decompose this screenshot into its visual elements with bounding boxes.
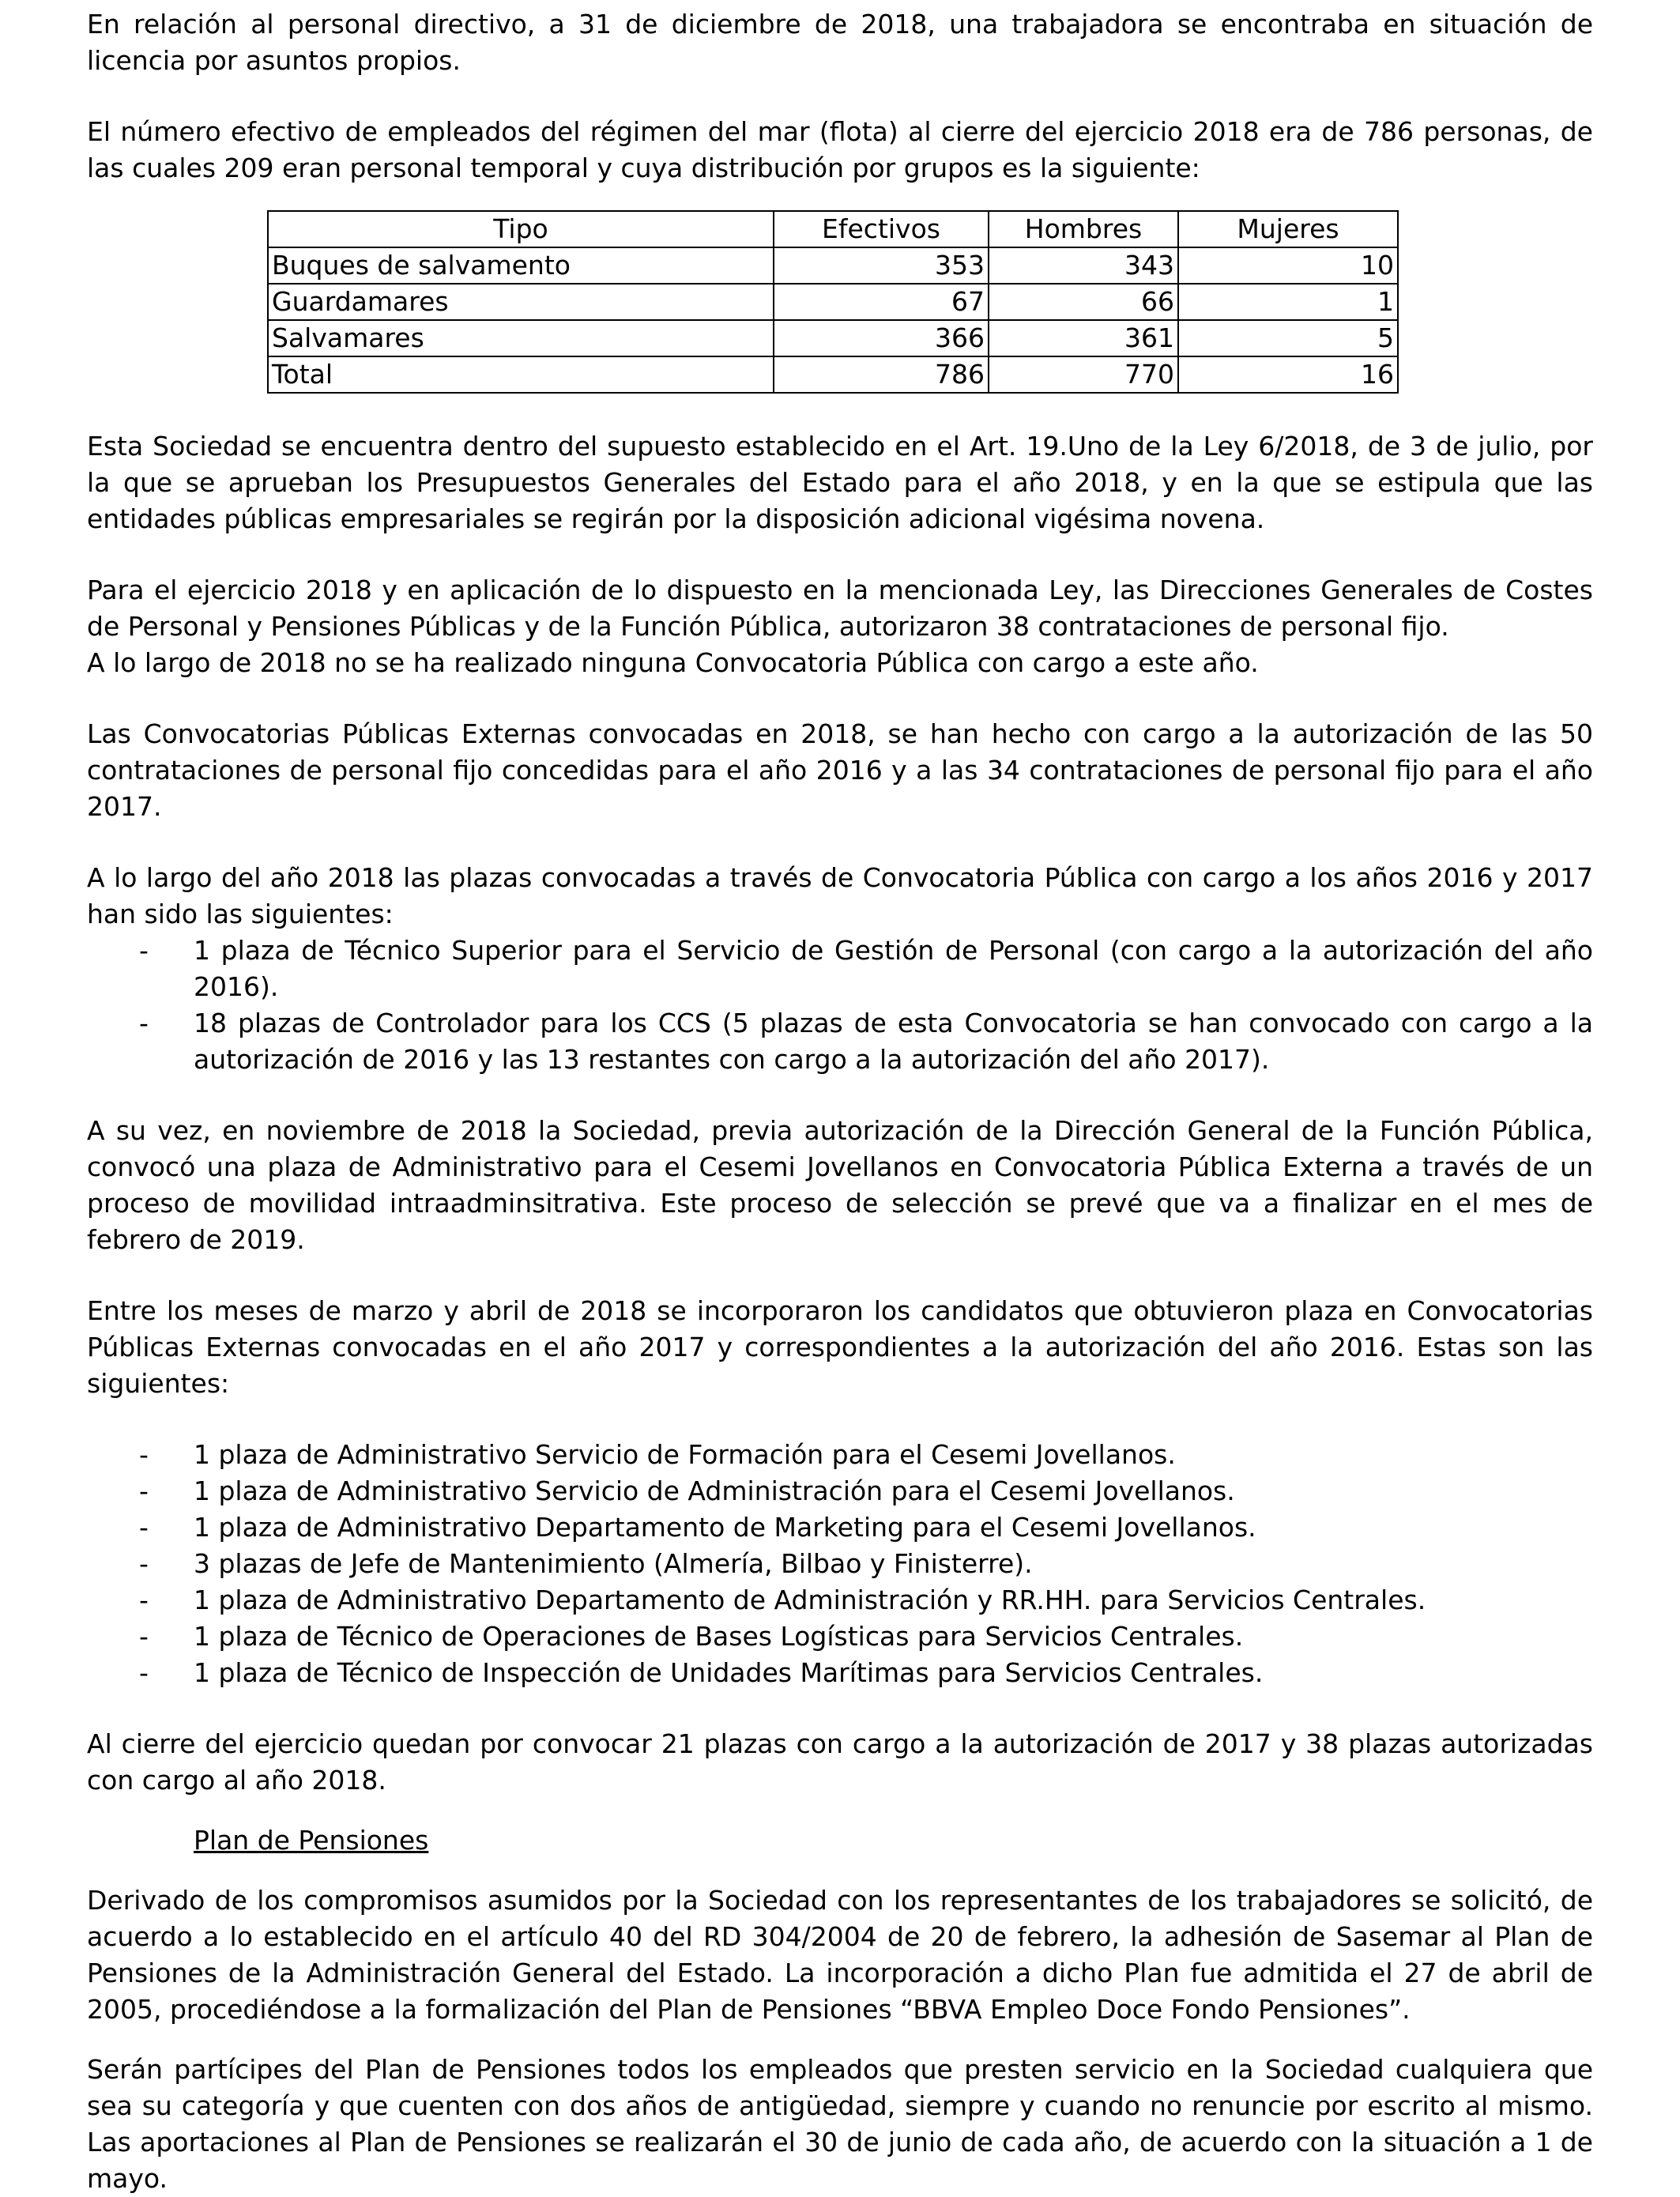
table-cell: 343 — [989, 247, 1178, 284]
table-header-row — [268, 211, 1398, 247]
table-cell: Guardamares — [268, 284, 774, 320]
table-cell: 1 — [1178, 284, 1398, 320]
table-cell: 16 — [1178, 356, 1398, 393]
table-cell: 366 — [774, 320, 989, 356]
dash-bullet: - — [139, 1585, 149, 1615]
dash-bullet: - — [139, 1439, 149, 1470]
list-item-text: 1 plaza de Técnico de Operaciones de Bases Logísticas para Servicios Centrales. — [194, 1621, 1244, 1652]
list-item-text: 3 plazas de Jefe de Mantenimiento (Almería, Bilbao y Finisterre). — [194, 1548, 1033, 1579]
list-item-text: 1 plaza de Administrativo Departamento de Administración y RR.HH. para Servicios Centrales. — [194, 1585, 1426, 1615]
list-item-text: 1 plaza de Administrativo Departamento de Marketing para el Cesemi Jovellanos. — [194, 1512, 1256, 1543]
paragraph-convocatorias-externas: Las Convocatorias Públicas Externas convocadas en 2018, se han hecho con cargo a la autorización de las 50 contrataciones de personal fijo concedidas para el año 2016 y a las 34 contrataciones de personal fijo para el año 2017. — [87, 718, 1593, 822]
dash-bullet: - — [139, 1008, 149, 1038]
dash-bullet: - — [139, 935, 149, 966]
dash-bullet: - — [139, 1548, 149, 1579]
table-cell: 67 — [774, 284, 989, 320]
dash-bullet: - — [139, 1475, 149, 1506]
table-header-cell: Hombres — [989, 211, 1178, 247]
table-row — [268, 284, 1398, 320]
list-item — [87, 1546, 1593, 1582]
list-item — [87, 933, 1593, 1005]
list-item-text: 1 plaza de Técnico Superior para el Servicio de Gestión de Personal (con cargo a la autorización del año 2016). — [194, 935, 1593, 1002]
table-cell: Salvamares — [268, 320, 774, 356]
table-row-total — [268, 356, 1398, 393]
paragraph-movilidad: A su vez, en noviembre de 2018 la Sociedad, previa autorización de la Dirección General de la Función Pública, convocó una plaza de Administrativo para el Cesemi Jovellanos en Convocatoria Pública Externa a través de un proceso de movilidad intraadminsitrativa. Este proceso de selección se prevé que va a finalizar en el mes de febrero de 2019. — [87, 1115, 1593, 1255]
list-item — [87, 1509, 1593, 1546]
paragraph-plazas-pendientes: Al cierre del ejercicio quedan por convocar 21 plazas con cargo a la autorización de 2017 y 38 plazas autorizadas con cargo al año 2018. — [87, 1728, 1593, 1796]
dash-bullet: - — [139, 1621, 149, 1652]
list-item-text: 1 plaza de Administrativo Servicio de Formación para el Cesemi Jovellanos. — [194, 1439, 1176, 1470]
table-header-cell: Efectivos — [774, 211, 989, 247]
paragraph-directivo: En relación al personal directivo, a 31 de diciembre de 2018, una trabajadora se encontraba en situación de licencia por asuntos propios. — [87, 9, 1593, 76]
paragraph-ley: Esta Sociedad se encuentra dentro del supuesto establecido en el Art. 19.Uno de la Ley 6/2018, de 3 de julio, por la que se aprueban los Presupuestos Generales del Estado para el año 2018, y en la que se estipula que las entidades públicas empresariales se regirán por la disposición adicional vigésima novena. — [87, 431, 1593, 534]
list-item — [87, 1473, 1593, 1509]
table-cell: 361 — [989, 320, 1178, 356]
table-cell: 66 — [989, 284, 1178, 320]
paragraph-incorporaciones: Entre los meses de marzo y abril de 2018 se incorporaron los candidatos que obtuvieron plaza en Convocatorias Públicas Externas convocadas en el año 2017 y correspondientes a la autorización del año 2016. Estas son las siguientes: — [87, 1295, 1593, 1399]
paragraph-sin-convocatoria: A lo largo de 2018 no se ha realizado ninguna Convocatoria Pública con cargo a este año. — [87, 647, 1259, 678]
document-page — [87, 6, 1593, 2197]
list-item-text: 1 plaza de Administrativo Servicio de Administración para el Cesemi Jovellanos. — [194, 1475, 1235, 1506]
table-header-cell: Tipo — [268, 211, 774, 247]
list-item — [87, 1619, 1593, 1655]
dash-bullet: - — [139, 1657, 149, 1688]
table-cell: Buques de salvamento — [268, 247, 774, 284]
list-item-text: 18 plazas de Controlador para los CCS (5 plazas de esta Convocatoria se han convocado con cargo a la autorización de 2016 y las 13 restantes con cargo a la autorización del año 2017). — [194, 1008, 1593, 1075]
table-row — [268, 320, 1398, 356]
employees-table — [267, 210, 1399, 394]
paragraph-plan-pensiones: Derivado de los compromisos asumidos por la Sociedad con los representantes de los trabajadores se solicitó, de acuerdo a lo establecido en el artículo 40 del RD 304/2004 de 20 de febrero, la adhesión de Sasemar al Plan de Pensiones de la Administración General del Estado. La incorporación a dicho Plan fue admitida el 27 de abril de 2005, procediéndose a la formalización del Plan de Pensiones “BBVA Empleo Doce Fondo Pensiones”. — [87, 1885, 1593, 2025]
paragraph-plazas-convocadas: A lo largo del año 2018 las plazas convocadas a través de Convocatoria Pública con cargo a los años 2016 y 2017 han sido las siguientes: — [87, 862, 1593, 929]
list-item — [87, 1005, 1593, 1078]
incorporaciones-list — [87, 1437, 1593, 1691]
list-item-text: 1 plaza de Técnico de Inspección de Unidades Marítimas para Servicios Centrales. — [194, 1657, 1264, 1688]
table-cell: 770 — [989, 356, 1178, 393]
section-title-plan-pensiones: Plan de Pensiones — [194, 1825, 429, 1856]
list-item — [87, 1437, 1593, 1473]
dash-bullet: - — [139, 1512, 149, 1543]
table-cell: 10 — [1178, 247, 1398, 284]
list-item — [87, 1655, 1593, 1691]
table-cell: 786 — [774, 356, 989, 393]
table-cell: Total — [268, 356, 774, 393]
table-cell: 353 — [774, 247, 989, 284]
paragraph-autorizacion-2018: Para el ejercicio 2018 y en aplicación de lo dispuesto en la mencionada Ley, las Direcciones Generales de Costes de Personal y Pensiones Públicas y de la Función Pública, autorizaron 38 contrataciones de personal fijo. — [87, 575, 1593, 642]
table-row — [268, 247, 1398, 284]
list-item — [87, 1582, 1593, 1619]
table-cell: 5 — [1178, 320, 1398, 356]
paragraph-flota: El número efectivo de empleados del régimen del mar (flota) al cierre del ejercicio 2018 era de 786 personas, de las cuales 209 eran personal temporal y cuya distribución por grupos es la siguiente: — [87, 116, 1593, 183]
table-header-cell: Mujeres — [1178, 211, 1398, 247]
paragraph-participes: Serán partícipes del Plan de Pensiones todos los empleados que presten servicio en la Sociedad cualquiera que sea su categoría y que cuenten con dos años de antigüedad, siempre y cuando no renuncie por escrito al mismo. Las aportaciones al Plan de Pensiones se realizarán el 30 de junio de cada año, de acuerdo con la situación a 1 de mayo. — [87, 2054, 1593, 2194]
plazas-convocadas-list — [87, 933, 1593, 1078]
